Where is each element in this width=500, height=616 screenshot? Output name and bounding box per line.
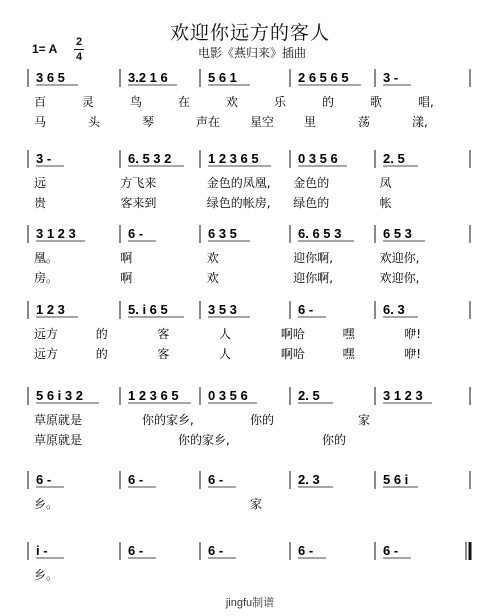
lyric-syllable: 方飞来: [120, 176, 157, 190]
measure-notes: 6 5 3: [383, 226, 412, 241]
measure-notes: 3 5 3: [208, 302, 237, 317]
measure-notes: 3.2 1 6: [128, 70, 168, 85]
lyric-syllable: 啊: [120, 271, 133, 285]
lyric-syllable: 嘿: [342, 347, 355, 361]
lyric-syllable: 帐: [379, 196, 392, 210]
lyric-syllable: 的: [95, 327, 108, 341]
lyric-syllable: 远: [34, 176, 47, 190]
measure-notes: 6. 3: [383, 302, 405, 317]
measure-notes: 6 -: [128, 226, 144, 241]
measure-notes: 5. i 6 5: [128, 302, 168, 317]
lyric-syllable: 贵: [34, 196, 47, 210]
lyric-syllable: 凰。: [34, 251, 59, 265]
lyric-syllable: 人: [219, 327, 232, 341]
lyric-syllable: 家: [358, 413, 371, 427]
lyric-syllable: 欢: [206, 251, 219, 265]
lyric-syllable: 房。: [34, 271, 59, 285]
lyric-syllable: 声在: [196, 115, 221, 129]
lyric-syllable: 客: [157, 327, 170, 341]
measure-notes: 6 -: [208, 543, 224, 558]
measure-notes: 1 2 3 6 5: [208, 151, 259, 166]
lyric-syllable: 客来到: [120, 196, 157, 210]
measure-notes: 6 -: [298, 302, 314, 317]
lyric-syllable: 乐: [274, 95, 287, 109]
time-signature-bottom: 4: [75, 51, 83, 63]
lyric-syllable: 远方: [34, 347, 59, 361]
lyric-syllable: 客: [157, 347, 170, 361]
measure-notes: 6. 6 5 3: [298, 226, 342, 241]
lyric-syllable: 草原就是: [34, 413, 83, 427]
measure-notes: 2 6 5 6 5: [298, 70, 349, 85]
measure-notes: 3 6 5: [36, 70, 65, 85]
measure-notes: 3 -: [36, 151, 52, 166]
measure-notes: 6 -: [298, 543, 314, 558]
lyric-syllable: 你的: [322, 433, 347, 447]
measure-notes: 6 -: [36, 472, 52, 487]
lyric-syllable: 咿!: [404, 327, 422, 341]
score-subtitle: 电影《燕归来》插曲: [198, 46, 307, 60]
measure-notes: 6. 5 3 2: [128, 151, 172, 166]
measure-notes: 2. 3: [298, 472, 320, 487]
lyric-syllable: 草原就是: [34, 433, 83, 447]
lyric-syllable: 凤: [379, 176, 392, 190]
lyric-syllable: 灵: [82, 95, 95, 109]
lyric-syllable: 金色的凤凰,: [206, 176, 271, 190]
lyric-syllable: 家: [250, 497, 263, 511]
measure-notes: 5 6 i: [383, 472, 409, 487]
measure-notes: 2. 5: [298, 388, 320, 403]
lyric-syllable: 远方: [34, 327, 59, 341]
lyric-syllable: 头: [88, 115, 101, 129]
lyric-syllable: 啊哈: [280, 327, 305, 341]
lyric-syllable: 里: [304, 115, 317, 129]
lyric-syllable: 琴: [142, 115, 155, 129]
lyric-syllable: 嘿: [342, 327, 355, 341]
lyric-syllable: 鸟: [130, 95, 143, 109]
lyric-syllable: 欢迎你,: [379, 271, 420, 285]
measure-notes: 1 2 3: [36, 302, 65, 317]
lyric-syllable: 绿色的: [293, 196, 330, 210]
lyric-syllable: 乡。: [34, 568, 59, 582]
lyric-syllable: 迎你啊,: [293, 251, 334, 265]
measure-notes: 6 -: [208, 472, 224, 487]
lyric-syllable: 你的家乡,: [142, 413, 194, 427]
measure-notes: i -: [36, 543, 48, 558]
lyric-syllable: 在: [178, 95, 191, 109]
lyric-syllable: 金色的: [293, 176, 330, 190]
score-footer: jingfu制谱: [225, 597, 275, 609]
measure-notes: 6 -: [128, 472, 144, 487]
measure-notes: 1 2 3 6 5: [128, 388, 179, 403]
lyric-syllable: 乡。: [34, 497, 59, 511]
lyric-syllable: 荡: [358, 115, 371, 129]
measure-notes: 5 6 i 3 2: [36, 388, 83, 403]
lyric-syllable: 的: [322, 95, 335, 109]
measure-notes: 6 -: [128, 543, 144, 558]
measure-notes: 6 -: [383, 543, 399, 558]
lyric-syllable: 欢: [206, 271, 219, 285]
lyric-syllable: 你的: [250, 413, 275, 427]
measure-notes: 0 3 5 6: [208, 388, 248, 403]
measure-notes: 0 3 5 6: [298, 151, 338, 166]
lyric-syllable: 漾,: [412, 115, 428, 129]
measure-notes: 3 1 2 3: [383, 388, 423, 403]
lyric-syllable: 欢迎你,: [379, 251, 420, 265]
measure-notes: 6 3 5: [208, 226, 237, 241]
lyric-syllable: 绿色的帐房,: [206, 196, 271, 210]
lyric-syllable: 啊: [120, 251, 133, 265]
lyric-syllable: 百: [34, 95, 47, 109]
lyric-syllable: 你的家乡,: [178, 433, 230, 447]
key-signature: 1= A: [32, 42, 58, 56]
lyric-syllable: 咿!: [404, 347, 422, 361]
measure-notes: 3 1 2 3: [36, 226, 76, 241]
lyric-syllable: 星空: [250, 115, 275, 129]
score-title: 欢迎你远方的客人: [169, 22, 330, 44]
time-signature-top: 2: [75, 36, 83, 48]
measure-notes: 2. 5: [383, 151, 405, 166]
lyric-syllable: 唱,: [418, 95, 434, 109]
lyric-syllable: 人: [219, 347, 232, 361]
lyric-syllable: 欢: [226, 95, 239, 109]
measure-notes: 3 -: [383, 70, 399, 85]
lyric-syllable: 迎你啊,: [293, 271, 334, 285]
lyric-syllable: 的: [95, 347, 108, 361]
lyric-syllable: 歌: [370, 95, 383, 109]
lyric-syllable: 啊哈: [280, 347, 305, 361]
measure-notes: 5 6 1: [208, 70, 237, 85]
lyric-syllable: 马: [34, 115, 47, 129]
